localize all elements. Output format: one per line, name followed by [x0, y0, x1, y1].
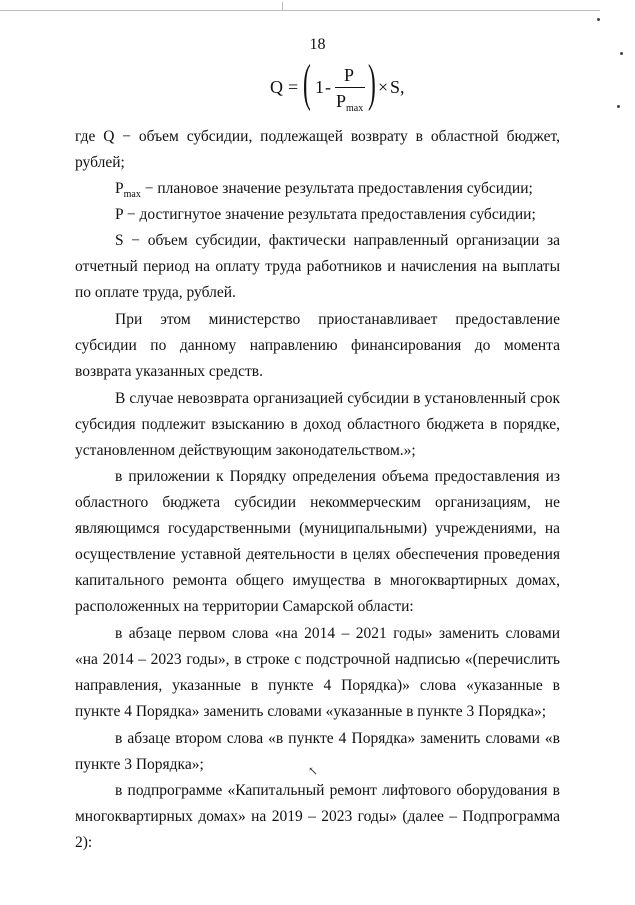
formula-lhs: Q [270, 77, 283, 97]
formula [270, 55, 420, 118]
scan-speck [617, 105, 620, 108]
paragraph-appendix: в приложении к Порядку определения объема предоставления из областного бюджета субсидии некоммерческим организациям, не являющимся государственными (муниципальными) учреждениями, на осуществление уставной деятельности в целях обеспечения проведения капитального ремонта общего имущества в многоквартирных домах, расположенных на территории Самарской области: [75, 468, 560, 615]
formula-right-paren: ) [368, 55, 376, 112]
scan-edge-tick [282, 2, 283, 11]
paragraph-suspension: При этом министерство приостанавливает предоставление субсидии по данному направлению финансирования до момента возврата указанных средств. [75, 311, 560, 380]
paragraph-subprogram-2: в подпрограмме «Капитальный ремонт лифтового оборудования в многоквартирных домах» на 2019 – 2023 годы» (далее – Подпрограмма 2): [75, 782, 560, 851]
fraction-bar [335, 87, 365, 88]
page-number: 18 [309, 36, 326, 53]
paragraph-first-subparagraph: в абзаце первом слова «на 2014 – 2021 годы» заменить словами «на 2014 – 2023 годы», в строке с подстрочной надписью «(перечислить направления, указанные в пункте 4 Порядка)» слова «указанные в пункте 4 Порядка» заменить словами «указанные в пункте 3 Порядка»; [75, 625, 560, 720]
scan-edge-line [0, 10, 600, 11]
formula-times: × [378, 77, 389, 97]
scan-speck [597, 18, 600, 21]
paragraph-s-definition: S − объем субсидии, фактически направленный организации за отчетный период на оплату труда работников и начисления на выплаты по оплате труда, рублей. [75, 232, 560, 301]
formula-minus: - [325, 77, 331, 97]
paragraph-p-definition: P − достигнутое значение результата предоставления субсидии; [115, 206, 536, 223]
paragraph-q-definition: где Q − объем субсидии, подлежащей возврату в областной бюджет, рублей; [75, 128, 560, 171]
paragraph-second-subparagraph: в абзаце втором слова «в пункте 4 Порядка» заменить словами «в пункте 3 Порядка»; [75, 730, 560, 773]
paragraph-non-return: В случае невозврата организацией субсидии в установленный срок субсидия подлежит взысканию в доход областного бюджета в порядке, установленном действующим законодательством.»; [75, 390, 560, 459]
scan-mark: ↖ [308, 764, 319, 778]
formula-left-paren: ( [303, 55, 311, 112]
formula-factor: S, [390, 77, 405, 97]
formula-numerator: P [344, 65, 355, 85]
formula-equals: = [288, 77, 299, 97]
formula-denominator: $P_{max}$ [336, 91, 364, 114]
paragraph-pmax-definition: $P_{max}$ − плановое значение результата предоставления субсидии; [115, 180, 533, 200]
formula-one: 1 [315, 77, 324, 97]
